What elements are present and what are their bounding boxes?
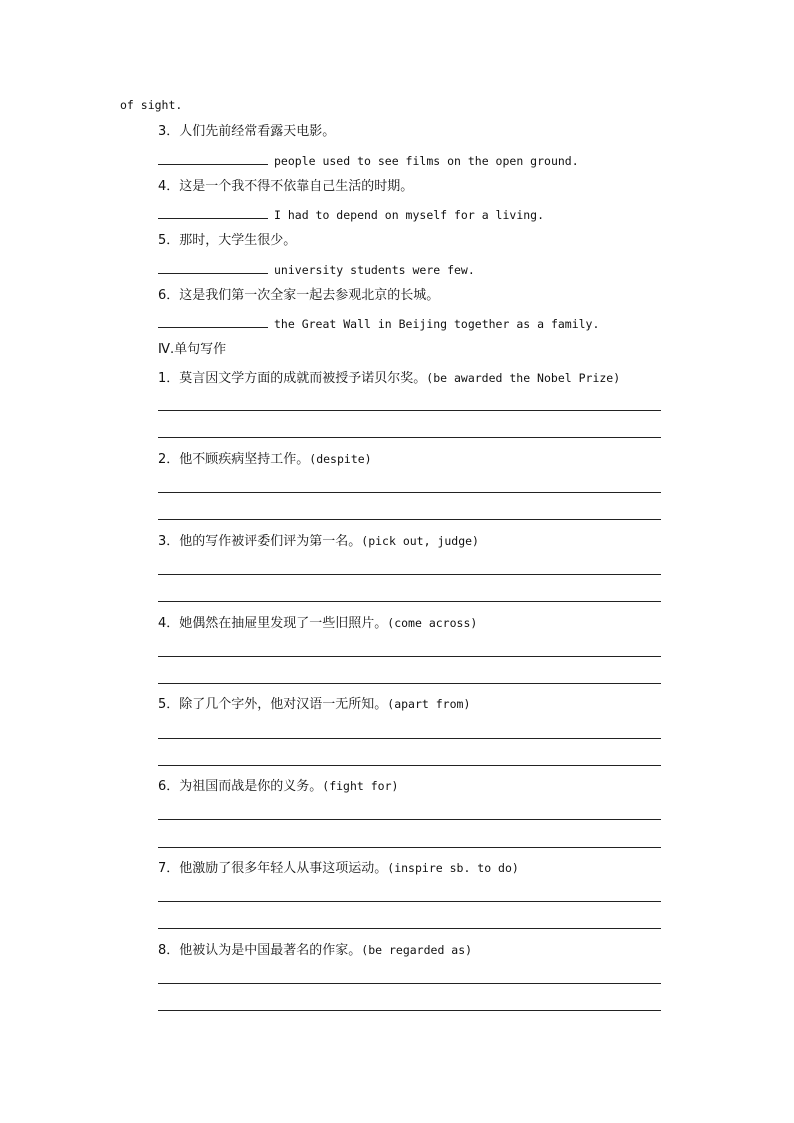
writing-hint: (inspire sb. to do) bbox=[387, 861, 519, 875]
translation-prompt-5: 5．那时，大学生很少。 bbox=[158, 233, 297, 248]
answer-line[interactable] bbox=[158, 847, 661, 848]
writing-hint: (pick out, judge) bbox=[361, 534, 479, 548]
answer-line[interactable] bbox=[158, 410, 661, 411]
answer-line[interactable] bbox=[158, 519, 661, 520]
writing-item-2 bbox=[158, 451, 372, 468]
translation-prompt-3: 3．人们先前经常看露天电影。 bbox=[158, 124, 336, 139]
answer-line[interactable] bbox=[158, 656, 661, 657]
answer-blank[interactable] bbox=[158, 206, 268, 219]
writing-prompt: 8．他被认为是中国最著名的作家。 bbox=[158, 943, 362, 958]
writing-prompt: 7．他激励了很多年轻人从事这项运动。 bbox=[158, 861, 388, 876]
translation-answer-3 bbox=[158, 152, 579, 169]
answer-blank[interactable] bbox=[158, 261, 268, 274]
writing-item-6 bbox=[158, 778, 398, 795]
writing-item-4 bbox=[158, 615, 477, 632]
continuation-text: of sight. bbox=[120, 98, 183, 112]
translation-answer-4 bbox=[158, 206, 544, 223]
translation-answer-5 bbox=[158, 261, 475, 278]
answer-line[interactable] bbox=[158, 1010, 661, 1011]
writing-hint: (come across) bbox=[387, 616, 478, 630]
writing-prompt: 4．她偶然在抽屉里发现了一些旧照片。 bbox=[158, 616, 388, 631]
answer-line[interactable] bbox=[158, 738, 661, 739]
answer-line[interactable] bbox=[158, 928, 661, 929]
answer-suffix: I had to depend on myself for a living. bbox=[274, 208, 545, 222]
answer-line[interactable] bbox=[158, 601, 661, 602]
writing-item-3 bbox=[158, 533, 479, 550]
writing-item-1 bbox=[158, 370, 620, 387]
writing-hint: (be awarded the Nobel Prize) bbox=[426, 371, 621, 385]
answer-suffix: university students were few. bbox=[274, 263, 475, 277]
answer-line[interactable] bbox=[158, 492, 661, 493]
writing-hint: (despite) bbox=[309, 452, 372, 466]
answer-line[interactable] bbox=[158, 819, 661, 820]
writing-hint: (fight for) bbox=[322, 779, 399, 793]
writing-hint: (apart from) bbox=[387, 697, 471, 711]
writing-prompt: 1．莫言因文学方面的成就而被授予诺贝尔奖。 bbox=[158, 371, 427, 386]
translation-prompt-4: 4．这是一个我不得不依靠自己生活的时期。 bbox=[158, 179, 414, 194]
answer-line[interactable] bbox=[158, 765, 661, 766]
translation-prompt-6: 6．这是我们第一次全家一起去参观北京的长城。 bbox=[158, 288, 440, 303]
writing-hint: (be regarded as) bbox=[361, 943, 473, 957]
answer-line[interactable] bbox=[158, 683, 661, 684]
answer-blank[interactable] bbox=[158, 315, 268, 328]
answer-suffix: people used to see films on the open ground. bbox=[274, 154, 579, 168]
writing-prompt: 2．他不顾疾病坚持工作。 bbox=[158, 452, 310, 467]
writing-prompt: 3．他的写作被评委们评为第一名。 bbox=[158, 534, 362, 549]
writing-prompt: 6．为祖国而战是你的义务。 bbox=[158, 779, 323, 794]
writing-prompt: 5．除了几个字外，他对汉语一无所知。 bbox=[158, 697, 388, 712]
translation-answer-6 bbox=[158, 315, 599, 332]
answer-line[interactable] bbox=[158, 437, 661, 438]
answer-suffix: the Great Wall in Beijing together as a family. bbox=[274, 317, 600, 331]
answer-line[interactable] bbox=[158, 983, 661, 984]
answer-line[interactable] bbox=[158, 574, 661, 575]
answer-line[interactable] bbox=[158, 901, 661, 902]
writing-item-5 bbox=[158, 696, 470, 713]
section-title: Ⅳ.单句写作 bbox=[158, 342, 227, 357]
writing-item-8 bbox=[158, 942, 472, 959]
writing-item-7 bbox=[158, 860, 519, 877]
answer-blank[interactable] bbox=[158, 152, 268, 165]
